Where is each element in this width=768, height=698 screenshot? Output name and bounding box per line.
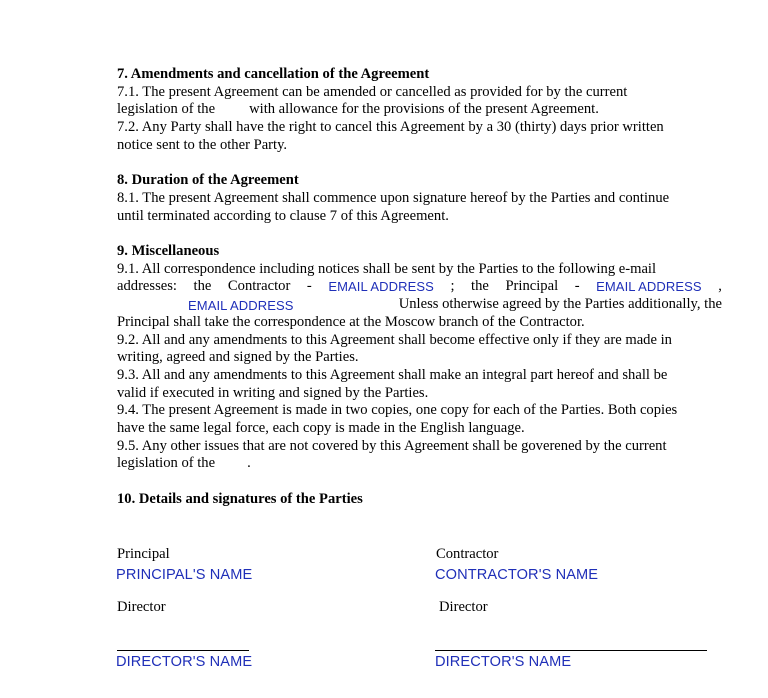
principal-name-field[interactable]: PRINCIPAL'S NAME [116,567,253,583]
clause-7-2-line2: notice sent to the other Party. [117,136,288,153]
clause-7-1-text: legislation of the [117,101,216,118]
clause-9-1-word: , [718,278,722,295]
clause-9-4-line2: have the same legal force, each copy is made in the English language. [117,420,525,437]
contractor-director-label: Director [439,599,488,615]
clause-9-1-word: - [306,278,312,295]
additional-email-field[interactable]: EMAIL ADDRESS [188,298,294,314]
clause-9-5-line1: 9.5. Any other issues that are not covered by this Agreement shall be goverened by the current [117,437,667,454]
clause-8-1-line1: 8.1. The present Agreement shall commence upon signature hereof by the Parties and continue [117,189,670,206]
clause-9-1-word: Contractor [227,278,291,295]
clause-7-1-text-end: with allowance for the provisions of the present Agreement. [249,101,599,118]
clause-9-1-word: ; [450,278,455,295]
contractor-signature-line [435,650,707,651]
clause-9-1-word: addresses: [117,278,177,295]
clause-7-1-line2 [117,101,722,119]
section-8-heading: 8. Duration of the Agreement [117,172,299,189]
contractor-name-field[interactable]: CONTRACTOR'S NAME [435,567,599,583]
principal-signature-line [117,650,249,651]
clause-7-1-line1: 7.1. The present Agreement can be amended or cancelled as provided for by the current [117,83,628,100]
clause-9-1-line4: Principal shall take the correspondence at the Moscow branch of the Contractor. [117,313,585,330]
clause-9-1-word: the [471,278,489,295]
clause-9-1-text: Unless otherwise agreed by the Parties additionally, the [398,296,722,313]
contractor-label: Contractor [436,546,499,562]
clause-9-1-word: Principal [505,278,559,295]
clause-9-5-period: . [247,455,251,472]
clause-9-1-line3 [117,296,722,314]
clause-9-3-line2: valid if executed in writing and signed by the Parties. [117,384,429,401]
clause-9-4-line1: 9.4. The present Agreement is made in two copies, one copy for each of the Parties. Both copies [117,402,678,419]
clause-9-5-line2 [117,455,722,473]
clause-9-1-word: - [574,278,580,295]
principal-email-field[interactable]: EMAIL ADDRESS [596,279,702,295]
clause-9-1-line1: 9.1. All correspondence including notices shall be sent by the Parties to the following e-mail [117,260,657,277]
clause-8-1-line2: until terminated according to clause 7 of this Agreement. [117,207,449,224]
clause-9-1-word: the [193,278,212,295]
clause-7-2-line1: 7.2. Any Party shall have the right to cancel this Agreement by a 30 (thirty) days prior written [117,119,664,136]
clause-9-5-text: legislation of the [117,455,216,472]
clause-9-3-line1: 9.3. All and any amendments to this Agreement shall make an integral part hereof and shall be [117,366,668,383]
clause-9-1-line2 [117,278,722,296]
clause-9-2-line2: writing, agreed and signed by the Parties. [117,349,359,366]
principal-director-label: Director [117,599,166,615]
section-9-heading: 9. Miscellaneous [117,243,220,259]
contractor-director-name-field[interactable]: DIRECTOR'S NAME [435,654,572,670]
contractor-email-field[interactable]: EMAIL ADDRESS [328,279,434,295]
agreement-body [117,66,722,509]
section-10-heading: 10. Details and signatures of the Parties [117,490,363,507]
section-7-heading: 7. Amendments and cancellation of the Agreement [117,66,430,82]
principal-director-name-field[interactable]: DIRECTOR'S NAME [116,654,253,670]
principal-label: Principal [117,546,170,562]
clause-9-2-line1: 9.2. All and any amendments to this Agreement shall become effective only if they are made in [117,331,672,348]
